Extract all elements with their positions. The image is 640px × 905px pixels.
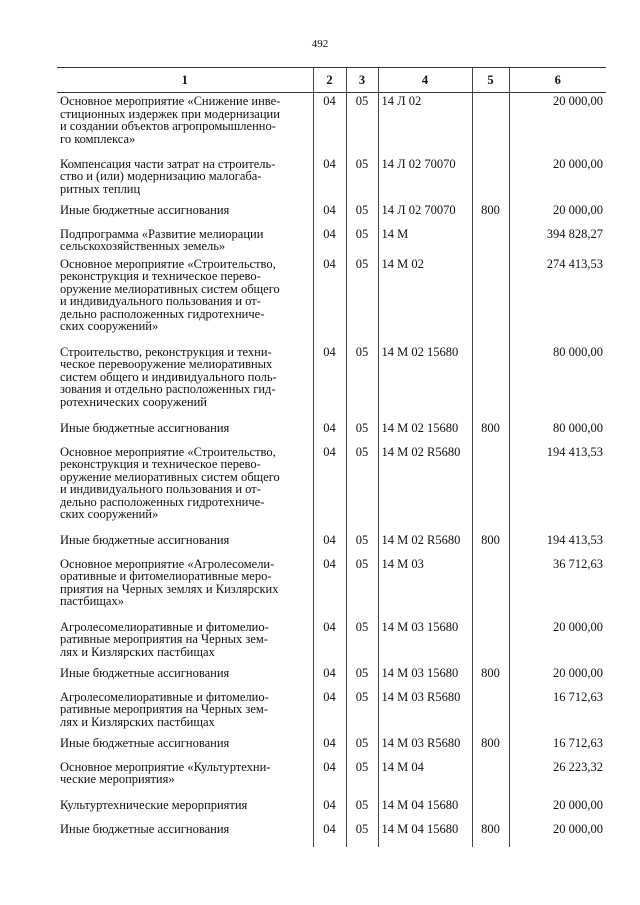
row-code-cell: 14 М 02 R5680 [378, 444, 472, 532]
budget-table [57, 67, 606, 847]
header-col-5: 5 [472, 68, 509, 93]
row-name-cell: Основное мероприятие «Агролесомели- оративные и фитомелиоративные меро- приятия на Черных землях и Кизлярских пастбищах» [60, 556, 279, 608]
row-type-cell: 800 [472, 821, 509, 847]
table-row [57, 665, 606, 689]
row-code-cell: 14 М 02 [378, 256, 472, 344]
row-section-cell: 04 [313, 93, 346, 156]
row-name-cell: Компенсация части затрат на строитель- ство и (или) модернизацию малогаба- ритных теплиц [60, 156, 276, 196]
row-code-cell: 14 М 04 15680 [378, 821, 472, 847]
table-row [57, 532, 606, 556]
row-name-cell: Агролесомелиоративные и фитомелио- ративные мероприятия на Черных зем- лях и Кизлярских пастбищах [60, 619, 269, 659]
row-code-cell: 14 М 03 R5680 [378, 735, 472, 759]
row-name-cell: Подпрограмма «Развитие мелиорации сельскохозяйственных земель» [60, 226, 264, 253]
row-section-cell: 04 [313, 226, 346, 256]
row-amount-cell: 36 712,63 [509, 556, 606, 619]
row-name-cell: Основное мероприятие «Строительство, реконструкция и техническое перево- оружение мелиоративных систем общего и индивидуального пользования и от- дельно расположенных гидротехниче- ских сооружений» [60, 444, 280, 521]
row-amount-cell: 194 413,53 [509, 444, 606, 532]
row-subsection-cell: 05 [346, 420, 378, 444]
row-section-cell: 04 [313, 735, 346, 759]
table-row [57, 821, 606, 847]
table-row [57, 444, 606, 532]
row-subsection-cell: 05 [346, 665, 378, 689]
row-name-cell: Основное мероприятие «Снижение инве- стиционных издержек при модернизации и создании объектов агропромышленно- го комплекса» [60, 94, 281, 146]
table-row [57, 93, 606, 156]
row-code-cell: 14 М 03 R5680 [378, 689, 472, 735]
row-type-cell [472, 93, 509, 156]
row-amount-cell: 194 413,53 [509, 532, 606, 556]
table-row [57, 735, 606, 759]
row-code-cell: 14 Л 02 [378, 93, 472, 156]
row-amount-cell: 20 000,00 [509, 619, 606, 665]
row-amount-cell: 394 828,27 [509, 226, 606, 256]
row-amount-cell: 20 000,00 [509, 821, 606, 847]
row-code-cell: 14 М 03 [378, 556, 472, 619]
row-type-cell: 800 [472, 420, 509, 444]
row-type-cell [472, 226, 509, 256]
row-subsection-cell: 05 [346, 202, 378, 226]
row-name-cell: Основное мероприятие «Культуртехни- ческие мероприятия» [60, 759, 271, 786]
row-section-cell: 04 [313, 444, 346, 532]
row-section-cell: 04 [313, 797, 346, 821]
row-subsection-cell: 05 [346, 619, 378, 665]
row-type-cell [472, 256, 509, 344]
table-row [57, 689, 606, 735]
page-number: 492 [311, 38, 329, 50]
row-subsection-cell: 05 [346, 797, 378, 821]
row-code-cell: 14 М 03 15680 [378, 665, 472, 689]
table-row [57, 344, 606, 420]
row-amount-cell: 20 000,00 [509, 202, 606, 226]
row-name-cell: Иные бюджетные ассигнования [60, 735, 230, 750]
row-amount-cell: 20 000,00 [509, 93, 606, 156]
row-type-cell [472, 759, 509, 797]
table-row [57, 556, 606, 619]
row-amount-cell: 20 000,00 [509, 665, 606, 689]
table-row [57, 226, 606, 256]
row-section-cell: 04 [313, 256, 346, 344]
row-subsection-cell: 05 [346, 444, 378, 532]
row-name-cell: Иные бюджетные ассигнования [60, 202, 230, 217]
row-type-cell: 800 [472, 735, 509, 759]
row-amount-cell: 20 000,00 [509, 797, 606, 821]
row-subsection-cell: 05 [346, 93, 378, 156]
header-col-1: 1 [57, 68, 313, 93]
row-name-cell: Агролесомелиоративные и фитомелио- ративные мероприятия на Черных зем- лях и Кизлярских пастбищах [60, 689, 269, 729]
row-type-cell [472, 556, 509, 619]
header-col-4: 4 [378, 68, 472, 93]
row-amount-cell: 16 712,63 [509, 735, 606, 759]
row-amount-cell: 80 000,00 [509, 420, 606, 444]
header-row [57, 68, 606, 93]
row-section-cell: 04 [313, 420, 346, 444]
row-amount-cell: 16 712,63 [509, 689, 606, 735]
row-section-cell: 04 [313, 619, 346, 665]
row-subsection-cell: 05 [346, 256, 378, 344]
row-name-cell: Иные бюджетные ассигнования [60, 420, 230, 435]
row-amount-cell: 80 000,00 [509, 344, 606, 420]
row-section-cell: 04 [313, 344, 346, 420]
row-name-cell: Основное мероприятие «Строительство, реконструкция и техническое перево- оружение мелиоративных систем общего и индивидуального пользования и от- дельно расположенных гидротехниче- ских сооружений» [60, 256, 280, 333]
row-section-cell: 04 [313, 532, 346, 556]
row-subsection-cell: 05 [346, 156, 378, 202]
row-section-cell: 04 [313, 202, 346, 226]
row-subsection-cell: 05 [346, 226, 378, 256]
row-code-cell: 14 М 02 R5680 [378, 532, 472, 556]
row-section-cell: 04 [313, 665, 346, 689]
row-code-cell: 14 Л 02 70070 [378, 202, 472, 226]
row-type-cell: 800 [472, 532, 509, 556]
row-section-cell: 04 [313, 156, 346, 202]
table-row [57, 156, 606, 202]
row-subsection-cell: 05 [346, 556, 378, 619]
header-col-2: 2 [313, 68, 346, 93]
row-code-cell: 14 М 04 [378, 759, 472, 797]
row-subsection-cell: 05 [346, 532, 378, 556]
row-type-cell: 800 [472, 665, 509, 689]
row-code-cell: 14 М 04 15680 [378, 797, 472, 821]
row-name-cell: Иные бюджетные ассигнования [60, 665, 230, 680]
row-subsection-cell: 05 [346, 821, 378, 847]
row-type-cell [472, 444, 509, 532]
row-name-cell: Строительство, реконструкция и техни- ческое перевооружение мелиоративных систем общего и индивидуального поль- зования и отдельно расположенных гид- ротехнических сооружений [60, 344, 277, 409]
row-type-cell [472, 797, 509, 821]
row-subsection-cell: 05 [346, 759, 378, 797]
header-col-6: 6 [509, 68, 606, 93]
row-code-cell: 14 М 03 15680 [378, 619, 472, 665]
row-code-cell: 14 М [378, 226, 472, 256]
row-code-cell: 14 М 02 15680 [378, 420, 472, 444]
header-col-3: 3 [346, 68, 378, 93]
row-type-cell: 800 [472, 202, 509, 226]
row-name-cell: Иные бюджетные ассигнования [60, 532, 230, 547]
row-type-cell [472, 689, 509, 735]
table-row [57, 256, 606, 344]
row-subsection-cell: 05 [346, 735, 378, 759]
row-section-cell: 04 [313, 821, 346, 847]
row-name-cell: Культуртехнические мерорприятия [60, 797, 248, 812]
table-row [57, 202, 606, 226]
row-amount-cell: 26 223,32 [509, 759, 606, 797]
row-type-cell [472, 344, 509, 420]
row-amount-cell: 274 413,53 [509, 256, 606, 344]
table-row [57, 420, 606, 444]
table-row [57, 759, 606, 797]
row-type-cell [472, 156, 509, 202]
row-code-cell: 14 Л 02 70070 [378, 156, 472, 202]
row-amount-cell: 20 000,00 [509, 156, 606, 202]
row-name-cell: Иные бюджетные ассигнования [60, 821, 230, 836]
table-row [57, 619, 606, 665]
row-section-cell: 04 [313, 689, 346, 735]
row-code-cell: 14 М 02 15680 [378, 344, 472, 420]
row-type-cell [472, 619, 509, 665]
row-section-cell: 04 [313, 556, 346, 619]
row-subsection-cell: 05 [346, 344, 378, 420]
table-row [57, 797, 606, 821]
row-section-cell: 04 [313, 759, 346, 797]
row-subsection-cell: 05 [346, 689, 378, 735]
